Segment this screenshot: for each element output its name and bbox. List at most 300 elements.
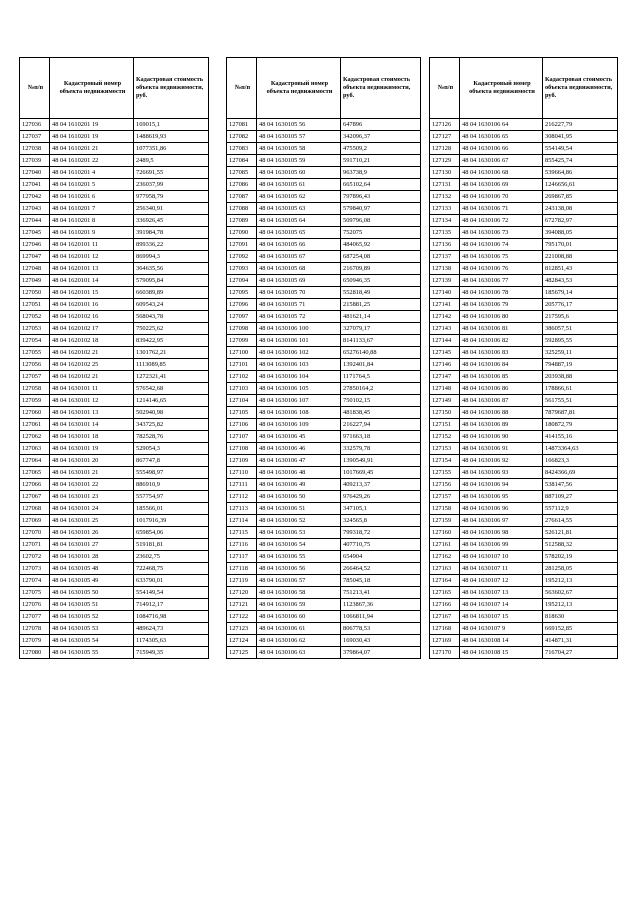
- cadastral-number: 48 04 1630106 93: [460, 467, 543, 479]
- cadastral-number: 48 04 1630106 105: [257, 383, 341, 395]
- cadastral-value: 1301762,21: [134, 347, 209, 359]
- row-number: 127069: [20, 515, 50, 527]
- cadastral-number: 48 04 1630101 13: [50, 407, 134, 419]
- row-number: 127071: [20, 539, 50, 551]
- table-row: [430, 191, 618, 203]
- cadastral-value: 557112,9: [543, 503, 618, 515]
- cadastral-number: 48 04 1630105 70: [257, 287, 341, 299]
- cadastral-number: 48 04 1630106 86: [460, 383, 543, 395]
- cadastral-value: 726691,55: [134, 167, 209, 179]
- cadastral-number: 48 04 1630106 48: [257, 467, 341, 479]
- cadastral-value: 557754,97: [134, 491, 209, 503]
- cadastral-value: 65276140,88: [341, 347, 421, 359]
- row-number: 127116: [227, 539, 257, 551]
- cadastral-value: 818630: [543, 611, 618, 623]
- table-row: [227, 191, 421, 203]
- header-cadastral-number: Кадастровый номер объекта недвижимости: [257, 58, 341, 119]
- cadastral-number: 48 04 1630101 21: [50, 467, 134, 479]
- table-row: [227, 203, 421, 215]
- cadastral-number: 48 04 1620102 16: [50, 311, 134, 323]
- table-row: [227, 455, 421, 467]
- registry-table-1: [19, 57, 209, 659]
- table-row: [20, 635, 209, 647]
- row-number: 127053: [20, 323, 50, 335]
- cadastral-value: 561755,51: [543, 395, 618, 407]
- cadastral-value: 1246656,61: [543, 179, 618, 191]
- row-number: 127093: [227, 263, 257, 275]
- table-row: [20, 515, 209, 527]
- table-row: [20, 383, 209, 395]
- cadastral-number: 48 04 1630106 88: [460, 407, 543, 419]
- cadastral-value: 806778,53: [341, 623, 421, 635]
- row-number: 127106: [227, 419, 257, 431]
- table-row: [20, 167, 209, 179]
- row-number: 127068: [20, 503, 50, 515]
- row-number: 127128: [430, 143, 460, 155]
- cadastral-value: 347105,1: [341, 503, 421, 515]
- cadastral-number: 48 04 1620101 15: [50, 287, 134, 299]
- cadastral-value: 855425,74: [543, 155, 618, 167]
- row-number: 127113: [227, 503, 257, 515]
- table-row: [430, 215, 618, 227]
- table-row: [227, 347, 421, 359]
- cadastral-number: 48 04 1630105 58: [257, 143, 341, 155]
- cadastral-number: 48 04 1630106 75: [460, 251, 543, 263]
- row-number: 127074: [20, 575, 50, 587]
- row-number: 127130: [430, 167, 460, 179]
- cadastral-value: 552818,49: [341, 287, 421, 299]
- cadastral-value: 269867,85: [543, 191, 618, 203]
- table-row: [20, 503, 209, 515]
- table-row: [227, 539, 421, 551]
- cadastral-number: 48 04 1620102 18: [50, 335, 134, 347]
- table-row: [20, 587, 209, 599]
- cadastral-value: 276614,55: [543, 515, 618, 527]
- table-row: [20, 611, 209, 623]
- cadastral-value: 482843,53: [543, 275, 618, 287]
- row-number: 127085: [227, 167, 257, 179]
- header-cadastral-value: Кадастровая стоимость объекта недвижимости, руб.: [543, 58, 618, 119]
- table-row: [430, 515, 618, 527]
- cadastral-number: 48 04 1620101 11: [50, 239, 134, 251]
- table-row: [227, 611, 421, 623]
- cadastral-number: 48 04 1630106 58: [257, 587, 341, 599]
- cadastral-number: 48 04 1630106 49: [257, 479, 341, 491]
- cadastral-number: 48 04 1630106 98: [460, 527, 543, 539]
- cadastral-value: 1214146,65: [134, 395, 209, 407]
- cadastral-number: 48 04 1630105 52: [50, 611, 134, 623]
- table-row: [227, 467, 421, 479]
- cadastral-value: 1272321,41: [134, 371, 209, 383]
- table-row: [227, 563, 421, 575]
- cadastral-value: 364635,56: [134, 263, 209, 275]
- table-row: [227, 275, 421, 287]
- table-row: [227, 167, 421, 179]
- row-number: 127081: [227, 119, 257, 131]
- row-number: 127138: [430, 263, 460, 275]
- cadastral-number: 48 04 1630106 71: [460, 203, 543, 215]
- cadastral-number: 48 04 1630106 60: [257, 611, 341, 623]
- row-number: 127095: [227, 287, 257, 299]
- table-row: [430, 167, 618, 179]
- cadastral-number: 48 04 1630106 47: [257, 455, 341, 467]
- table-row: [430, 143, 618, 155]
- cadastral-value: 794887,19: [543, 359, 618, 371]
- cadastral-value: 324565,8: [341, 515, 421, 527]
- cadastral-number: 48 04 1630106 100: [257, 323, 341, 335]
- cadastral-value: 568043,78: [134, 311, 209, 323]
- row-number: 127058: [20, 383, 50, 395]
- cadastral-value: 203938,88: [543, 371, 618, 383]
- row-number: 127048: [20, 263, 50, 275]
- row-number: 127051: [20, 299, 50, 311]
- table-row: [430, 479, 618, 491]
- table-row: [430, 323, 618, 335]
- cadastral-number: 48 04 1630105 72: [257, 311, 341, 323]
- row-number: 127133: [430, 203, 460, 215]
- cadastral-value: 714912,17: [134, 599, 209, 611]
- table-row: [430, 347, 618, 359]
- table-row: [430, 455, 618, 467]
- cadastral-value: 785045,18: [341, 575, 421, 587]
- cadastral-value: 716704,27: [543, 647, 618, 659]
- row-number: 127097: [227, 311, 257, 323]
- table-row: [227, 131, 421, 143]
- row-number: 127042: [20, 191, 50, 203]
- table-row: [430, 251, 618, 263]
- row-number: 127040: [20, 167, 50, 179]
- row-number: 127110: [227, 467, 257, 479]
- cadastral-value: 839422,95: [134, 335, 209, 347]
- cadastral-value: 715949,35: [134, 647, 209, 659]
- table-row: [430, 311, 618, 323]
- cadastral-value: 185566,01: [134, 503, 209, 515]
- row-number: 127122: [227, 611, 257, 623]
- cadastral-number: 48 04 1610201 6: [50, 191, 134, 203]
- row-number: 127150: [430, 407, 460, 419]
- row-number: 127107: [227, 431, 257, 443]
- cadastral-value: 502940,98: [134, 407, 209, 419]
- row-number: 127044: [20, 215, 50, 227]
- registry-tables: [19, 57, 617, 785]
- cadastral-number: 48 04 1630105 59: [257, 155, 341, 167]
- cadastral-value: 555498,97: [134, 467, 209, 479]
- cadastral-value: 195212,13: [543, 599, 618, 611]
- row-number: 127038: [20, 143, 50, 155]
- cadastral-number: 48 04 1630106 82: [460, 335, 543, 347]
- row-number: 127146: [430, 359, 460, 371]
- table-row: [227, 215, 421, 227]
- cadastral-value: 195212,13: [543, 575, 618, 587]
- cadastral-number: 48 04 1630105 67: [257, 251, 341, 263]
- row-number: 127132: [430, 191, 460, 203]
- cadastral-number: 48 04 1630105 68: [257, 263, 341, 275]
- table-row: [430, 227, 618, 239]
- cadastral-number: 48 04 1610201 22: [50, 155, 134, 167]
- row-number: 127100: [227, 347, 257, 359]
- cadastral-number: 48 04 1630106 55: [257, 551, 341, 563]
- table-row: [430, 131, 618, 143]
- cadastral-number: 48 04 1630106 108: [257, 407, 341, 419]
- cadastral-number: 48 04 1630105 64: [257, 215, 341, 227]
- cadastral-number: 48 04 1620101 13: [50, 263, 134, 275]
- cadastral-number: 48 04 1630101 20: [50, 455, 134, 467]
- row-number: 127084: [227, 155, 257, 167]
- row-number: 127052: [20, 311, 50, 323]
- row-number: 127109: [227, 455, 257, 467]
- row-number: 127088: [227, 203, 257, 215]
- row-number: 127141: [430, 299, 460, 311]
- cadastral-value: 899336,22: [134, 239, 209, 251]
- row-number: 127047: [20, 251, 50, 263]
- cadastral-number: 48 04 1630101 23: [50, 491, 134, 503]
- cadastral-value: 650946,35: [341, 275, 421, 287]
- table-row: [20, 647, 209, 659]
- cadastral-value: 591710,21: [341, 155, 421, 167]
- row-number: 127056: [20, 359, 50, 371]
- cadastral-number: 48 04 1630101 11: [50, 383, 134, 395]
- cadastral-value: 8141133,67: [341, 335, 421, 347]
- cadastral-value: 672782,97: [543, 215, 618, 227]
- table-row: [227, 359, 421, 371]
- row-number: 127055: [20, 347, 50, 359]
- row-number: 127120: [227, 587, 257, 599]
- cadastral-number: 48 04 1610201 19: [50, 119, 134, 131]
- cadastral-number: 48 04 1630106 67: [460, 155, 543, 167]
- cadastral-value: 178866,61: [543, 383, 618, 395]
- table-row: [20, 191, 209, 203]
- cadastral-value: 7879687,81: [543, 407, 618, 419]
- row-number: 127045: [20, 227, 50, 239]
- table-row: [20, 263, 209, 275]
- cadastral-value: 332579,78: [341, 443, 421, 455]
- cadastral-value: 217595,6: [543, 311, 618, 323]
- table-row: [20, 215, 209, 227]
- table-row: [20, 287, 209, 299]
- row-number: 127117: [227, 551, 257, 563]
- table-row: [430, 287, 618, 299]
- cadastral-number: 48 04 1610201 4: [50, 167, 134, 179]
- cadastral-number: 48 04 1630101 22: [50, 479, 134, 491]
- table-row: [20, 563, 209, 575]
- cadastral-number: 48 04 1630106 97: [460, 515, 543, 527]
- row-number: 127114: [227, 515, 257, 527]
- table-row: [430, 155, 618, 167]
- cadastral-number: 48 04 1630106 62: [257, 635, 341, 647]
- table-row: [227, 371, 421, 383]
- cadastral-value: 1017916,39: [134, 515, 209, 527]
- cadastral-value: 342096,37: [341, 131, 421, 143]
- row-number: 127086: [227, 179, 257, 191]
- cadastral-number: 48 04 1630105 61: [257, 179, 341, 191]
- cadastral-number: 48 04 1620102 25: [50, 359, 134, 371]
- cadastral-value: 1113089,85: [134, 359, 209, 371]
- table-row: [20, 599, 209, 611]
- cadastral-value: 669152,85: [543, 623, 618, 635]
- cadastral-value: 407710,75: [341, 539, 421, 551]
- cadastral-value: 14873364,63: [543, 443, 618, 455]
- cadastral-value: 216227,79: [543, 119, 618, 131]
- cadastral-number: 48 04 1630106 56: [257, 563, 341, 575]
- cadastral-value: 489624,73: [134, 623, 209, 635]
- cadastral-value: 336926,45: [134, 215, 209, 227]
- cadastral-number: 48 04 1630107 10: [460, 551, 543, 563]
- cadastral-value: 579095,84: [134, 275, 209, 287]
- cadastral-number: 48 04 1630106 53: [257, 527, 341, 539]
- table-row: [227, 227, 421, 239]
- cadastral-number: 48 04 1630106 50: [257, 491, 341, 503]
- cadastral-value: 1392401,84: [341, 359, 421, 371]
- row-number: 127166: [430, 599, 460, 611]
- table-row: [20, 227, 209, 239]
- table-row: [20, 143, 209, 155]
- table-row: [20, 323, 209, 335]
- row-number: 127105: [227, 407, 257, 419]
- row-number: 127129: [430, 155, 460, 167]
- cadastral-value: 166823,3: [543, 455, 618, 467]
- cadastral-value: 215881,25: [341, 299, 421, 311]
- table-row: [430, 575, 618, 587]
- cadastral-number: 48 04 1630106 65: [460, 131, 543, 143]
- row-number: 127164: [430, 575, 460, 587]
- cadastral-number: 48 04 1630105 57: [257, 131, 341, 143]
- cadastral-number: 48 04 1630108 14: [460, 635, 543, 647]
- row-number: 127149: [430, 395, 460, 407]
- cadastral-value: 963738,9: [341, 167, 421, 179]
- cadastral-number: 48 04 1630106 107: [257, 395, 341, 407]
- cadastral-value: 409213,37: [341, 479, 421, 491]
- cadastral-number: 48 04 1630101 12: [50, 395, 134, 407]
- cadastral-value: 526121,81: [543, 527, 618, 539]
- table-row: [227, 143, 421, 155]
- cadastral-number: 48 04 1630106 94: [460, 479, 543, 491]
- cadastral-value: 554149,54: [543, 143, 618, 155]
- cadastral-number: 48 04 1630106 103: [257, 359, 341, 371]
- table-row: [20, 527, 209, 539]
- row-number: 127135: [430, 227, 460, 239]
- cadastral-number: 48 04 1630105 50: [50, 587, 134, 599]
- cadastral-value: 977958,79: [134, 191, 209, 203]
- table-row: [20, 419, 209, 431]
- table-row: [430, 467, 618, 479]
- table-row: [430, 647, 618, 659]
- cadastral-number: 48 04 1630106 61: [257, 623, 341, 635]
- table-row: [20, 455, 209, 467]
- table-row: [430, 359, 618, 371]
- cadastral-value: 752075: [341, 227, 421, 239]
- table-row: [227, 311, 421, 323]
- cadastral-value: 1123867,36: [341, 599, 421, 611]
- table-row: [430, 611, 618, 623]
- row-number: 127064: [20, 455, 50, 467]
- cadastral-value: 750102,15: [341, 395, 421, 407]
- row-number: 127131: [430, 179, 460, 191]
- row-number: 127087: [227, 191, 257, 203]
- cadastral-number: 48 04 1610201 7: [50, 203, 134, 215]
- table-row: [430, 431, 618, 443]
- cadastral-value: 509796,08: [341, 215, 421, 227]
- cadastral-number: 48 04 1630106 104: [257, 371, 341, 383]
- cadastral-value: 563602,67: [543, 587, 618, 599]
- cadastral-value: 812851,43: [543, 263, 618, 275]
- table-row: [20, 467, 209, 479]
- table-row: [430, 503, 618, 515]
- row-number: 127159: [430, 515, 460, 527]
- row-number: 127165: [430, 587, 460, 599]
- table-row: [430, 275, 618, 287]
- row-number: 127157: [430, 491, 460, 503]
- cadastral-number: 48 04 1620102 17: [50, 323, 134, 335]
- table-row: [227, 479, 421, 491]
- row-number: 127153: [430, 443, 460, 455]
- cadastral-number: 48 04 1630107 9: [460, 623, 543, 635]
- row-number: 127076: [20, 599, 50, 611]
- table-row: [227, 419, 421, 431]
- cadastral-value: 659854,06: [134, 527, 209, 539]
- cadastral-number: 48 04 1630106 84: [460, 359, 543, 371]
- table-row: [20, 539, 209, 551]
- cadastral-number: 48 04 1630108 15: [460, 647, 543, 659]
- cadastral-number: 48 04 1630101 28: [50, 551, 134, 563]
- cadastral-value: 1017669,45: [341, 467, 421, 479]
- cadastral-number: 48 04 1630106 91: [460, 443, 543, 455]
- row-number: 127043: [20, 203, 50, 215]
- row-number: 127145: [430, 347, 460, 359]
- cadastral-number: 48 04 1630101 14: [50, 419, 134, 431]
- cadastral-number: 48 04 1630106 85: [460, 371, 543, 383]
- row-number: 127094: [227, 275, 257, 287]
- row-number: 127036: [20, 119, 50, 131]
- table-row: [20, 551, 209, 563]
- table-row: [430, 563, 618, 575]
- row-number: 127119: [227, 575, 257, 587]
- row-number: 127039: [20, 155, 50, 167]
- table-row: [227, 587, 421, 599]
- table-row: [20, 275, 209, 287]
- cadastral-number: 48 04 1630106 46: [257, 443, 341, 455]
- row-number: 127054: [20, 335, 50, 347]
- cadastral-number: 48 04 1630105 65: [257, 227, 341, 239]
- cadastral-value: 484065,92: [341, 239, 421, 251]
- row-number: 127156: [430, 479, 460, 491]
- cadastral-number: 48 04 1630106 64: [460, 119, 543, 131]
- table-row: [430, 443, 618, 455]
- row-number: 127111: [227, 479, 257, 491]
- row-number: 127151: [430, 419, 460, 431]
- cadastral-value: 609543,24: [134, 299, 209, 311]
- cadastral-value: 665102,64: [341, 179, 421, 191]
- table-row: [430, 299, 618, 311]
- row-number: 127170: [430, 647, 460, 659]
- row-number: 127073: [20, 563, 50, 575]
- cadastral-number: 48 04 1630105 53: [50, 623, 134, 635]
- cadastral-number: 48 04 1620101 14: [50, 275, 134, 287]
- row-number: 127049: [20, 275, 50, 287]
- cadastral-number: 48 04 1630106 59: [257, 599, 341, 611]
- cadastral-number: 48 04 1610201 9: [50, 227, 134, 239]
- cadastral-value: 414871,31: [543, 635, 618, 647]
- table-row: [227, 299, 421, 311]
- table-header-row: [430, 58, 618, 119]
- table-row: [20, 311, 209, 323]
- header-number: №п/п: [430, 58, 460, 119]
- table-row: [430, 371, 618, 383]
- cadastral-number: 48 04 1630106 74: [460, 239, 543, 251]
- row-number: 127041: [20, 179, 50, 191]
- row-number: 127082: [227, 131, 257, 143]
- row-number: 127103: [227, 383, 257, 395]
- cadastral-number: 48 04 1630105 62: [257, 191, 341, 203]
